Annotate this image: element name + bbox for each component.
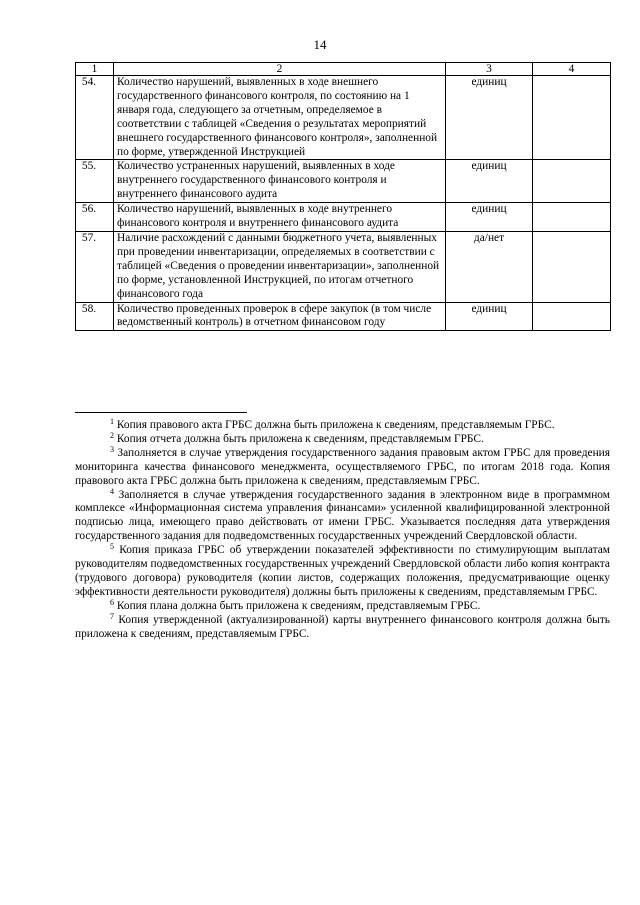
row-unit: единиц xyxy=(446,160,533,203)
footnote-mark: 5 xyxy=(110,542,114,552)
table-row xyxy=(76,160,611,203)
footnote-text: Заполняется в случае утверждения государственного задания в электронном виде в программном комплексе «Информационная система управления финансами» усиленной квалифицированной электронной подписью лица, имеющего право действовать от имени ГРБС. Указывается последняя дата утверждения государственного задания для подведомственных государственных учреждений Свердловской области. xyxy=(75,488,610,543)
table-row xyxy=(76,302,611,331)
table-row xyxy=(76,76,611,160)
table-row xyxy=(76,231,611,302)
row-number: 58. xyxy=(76,302,114,331)
row-description: Наличие расхождений с данными бюджетного учета, выявленных при проведении инвентаризации, определяемых в соответствии с таблицей «Сведения о проведении инвентаризации», заполненной по форме, установленной Инструкцией, по итогам отчетного финансового года xyxy=(114,231,446,302)
footnote xyxy=(75,597,610,614)
header-col-2: 2 xyxy=(114,63,446,76)
row-value xyxy=(533,231,611,302)
row-number: 57. xyxy=(76,231,114,302)
footnotes-section xyxy=(75,412,610,642)
header-col-4: 4 xyxy=(533,63,611,76)
row-unit: единиц xyxy=(446,76,533,160)
row-description: Количество проведенных проверок в сфере закупок (в том числе ведомственный контроль) в отчетном финансовом году xyxy=(114,302,446,331)
row-description: Количество нарушений, выявленных в ходе внешнего государственного финансового контроля, по состоянию на 1 января года, следующего за отчетным, определяемое в соответствии с таблицей «Сведения о результатах мероприятий внешнего государственного финансового контроля», заполненной по форме, утвержденной Инструкцией xyxy=(114,76,446,160)
page-number: 14 xyxy=(313,37,327,52)
footnote xyxy=(75,486,610,545)
footnote xyxy=(75,419,610,433)
footnote xyxy=(75,444,610,489)
row-unit: единиц xyxy=(446,203,533,232)
footnote-text: Копия правового акта ГРБС должна быть приложена к сведениям, представляемым ГРБС. xyxy=(116,419,555,431)
row-value xyxy=(533,76,611,160)
row-unit: да/нет xyxy=(446,231,533,302)
footnote-text: Копия отчета должна быть приложена к сведениям, представляемым ГРБС. xyxy=(116,432,484,445)
footnote xyxy=(75,544,610,600)
table-header-row xyxy=(76,63,611,76)
row-description: Количество нарушений, выявленных в ходе внутреннего финансового контроля и внутреннего финансового аудита xyxy=(114,203,446,232)
row-unit: единиц xyxy=(446,302,533,331)
row-number: 56. xyxy=(76,203,114,232)
row-number: 54. xyxy=(76,76,114,160)
table-row xyxy=(76,203,611,232)
header-col-1: 1 xyxy=(76,63,114,76)
footnote xyxy=(75,611,610,642)
footnote-mark: 7 xyxy=(110,611,114,621)
footnote-text: Заполняется в случае утверждения государственного задания правовым актом ГРБС для проведения мониторинга качества финансового менеджмента, осуществляемого ГРБС, по итогам 2018 года. Копия правового акта ГРБС должна быть приложена к сведениям, представляемым ГРБС. xyxy=(75,446,610,487)
footnote-text: Копия плана должна быть приложена к сведениям, представляемым ГРБС. xyxy=(116,599,481,612)
row-value xyxy=(533,302,611,331)
footnote-mark: 1 xyxy=(110,417,114,426)
row-number: 55. xyxy=(76,160,114,203)
footnote-mark: 4 xyxy=(110,486,114,496)
footnote-mark: 3 xyxy=(110,444,114,454)
row-value xyxy=(533,160,611,203)
footnote-text: Копия приказа ГРБС об утверждении показателей эффективности по стимулирующим выплатам руководителям подведомственных государственных учреждений Свердловской области либо копия контракта (трудового договора) руководителя (копии листов, содержащих положения, предусматривающие оценку эффективности деятельности руководителя) должны быть приложены к сведениям, представляемым ГРБС. xyxy=(75,544,610,598)
row-description: Количество устраненных нарушений, выявленных в ходе внутреннего государственного финансового контроля и внутреннего финансового аудита xyxy=(114,160,446,203)
row-value xyxy=(533,203,611,232)
indicators-table xyxy=(75,62,611,331)
header-col-3: 3 xyxy=(446,63,533,76)
footnote xyxy=(75,430,610,447)
footnote-divider xyxy=(75,412,247,413)
footnote-text: Копия утвержденной (актуализированной) карты внутреннего финансового контроля должна быть приложена к сведениям, представляемым ГРБС. xyxy=(75,613,610,640)
footnote-mark: 6 xyxy=(110,597,114,607)
footnote-mark: 2 xyxy=(110,430,114,440)
